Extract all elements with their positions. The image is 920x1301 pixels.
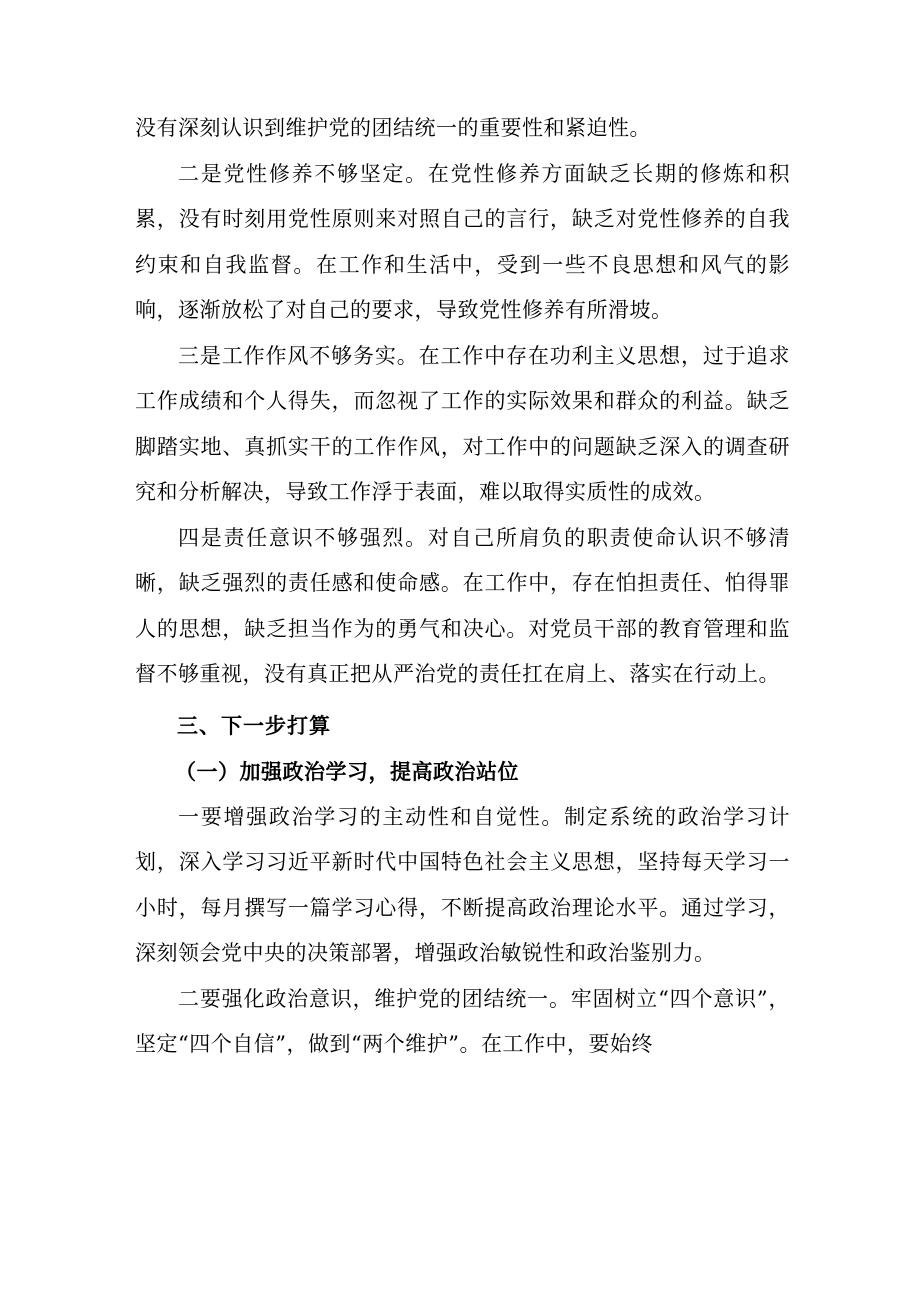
subsection-heading: （一）加强政治学习，提高政治站位 [175, 759, 519, 784]
paragraph-responsibility: 四是责任意识不够强烈。对自己所肩负的职责使命认识不够清晰，缺乏强烈的责任感和使命感。在工作中，存在怕担责任、怕得罪人的思想，缺乏担当作为的勇气和决心。对党员干部的教育管理和监督不够重视，没有真正把从严治党的责任扛在肩上、落实在行动上。 [135, 525, 790, 686]
paragraph-continuation: 没有深刻认识到维护党的团结统一的重要性和紧迫性。 [135, 116, 651, 140]
paragraph-work-style: 三是工作作风不够务实。在工作中存在功利主义思想，过于追求工作成绩和个人得失，而忽视了工作的实际效果和群众的利益。缺乏脚踏实地、真抓实干的工作作风，对工作中的问题缺乏深入的调查研究和分析解决，导致工作浮于表面，难以取得实质性的成效。 [135, 343, 790, 504]
section-heading: 三、下一步打算 [177, 713, 331, 738]
paragraph-party-cultivation: 二是党性修养不够坚定。在党性修养方面缺乏长期的修炼和积累，没有时刻用党性原则来对照自己的言行，缺乏对党性修养的自我约束和自我监督。在工作和生活中，受到一些不良思想和风气的影响，逐渐放松了对自己的要求，导致党性修养有所滑坡。 [135, 161, 790, 322]
paragraph-political-study: 一要增强政治学习的主动性和自觉性。制定系统的政治学习计划，深入学习习近平新时代中国特色社会主义思想，坚持每天学习一小时，每月撰写一篇学习心得，不断提高政治理论水平。通过学习，深刻领会党中央的决策部署，增强政治敏锐性和政治鉴别力。 [135, 804, 790, 965]
paragraph-political-awareness: 二要强化政治意识，维护党的团结统一。牢固树立“四个意识”，坚定“四个自信”，做到“两个维护”。在工作中，要始终 [135, 986, 790, 1056]
